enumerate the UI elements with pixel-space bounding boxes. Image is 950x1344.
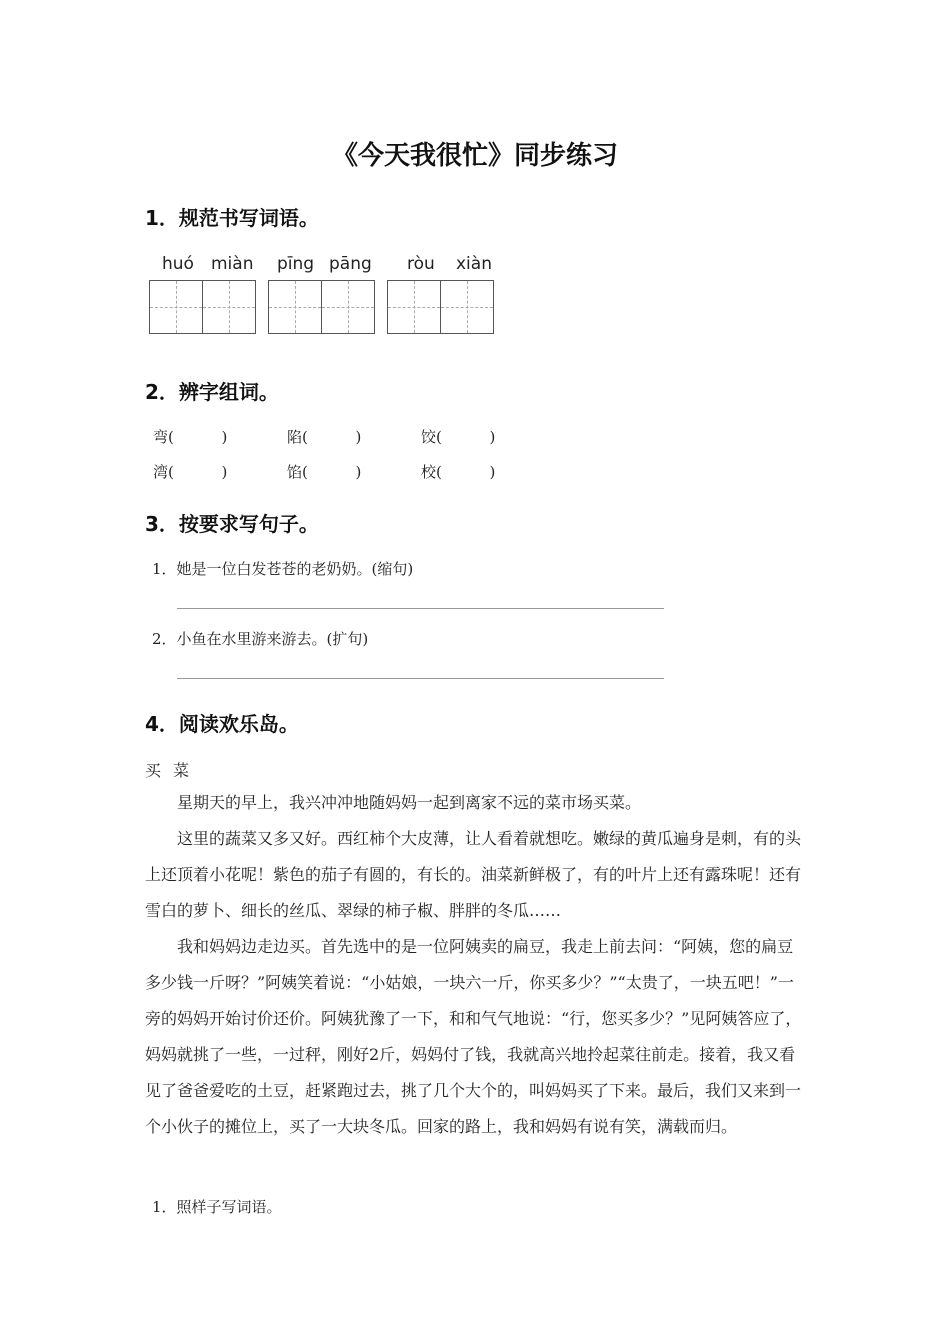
word-pair[interactable]: 馅( ) (287, 463, 362, 481)
pinyin-3: pīng (277, 254, 315, 274)
story-title: 买菜 (145, 761, 202, 780)
section-4-heading: 4．阅读欢乐岛。 (145, 712, 299, 736)
writing-grid-2[interactable] (268, 280, 375, 334)
pinyin-1: huó (162, 254, 194, 274)
section-2-heading: 2．辨字组词。 (145, 380, 279, 404)
paragraph: 星期天的早上，我兴冲冲地随妈妈一起到离家不远的菜市场买菜。 (177, 793, 642, 812)
word-pair[interactable]: 弯( ) (153, 428, 228, 446)
writing-cell[interactable] (321, 280, 375, 334)
word-pair[interactable]: 饺( ) (421, 428, 496, 446)
pinyin-6: xiàn (456, 254, 492, 274)
paragraph: 我和妈妈边走边买。首先选中的是一位阿姨卖的扁豆，我走上前去问：“阿姨，您的扁豆多少钱一斤呀？”阿姨笑着说：“小姑娘，一块六一斤，你买多少？”“太贵了，一块五吧！”一旁的妈妈开始讨价还价。阿姨犹豫了一下，和和气气地说：“行，您买多少？”见阿姨答应了，妈妈就挑了一些，一过秤，刚好2斤，妈妈付了钱，我就高兴地拎起菜往前走。接着，我又看见了爸爸爱吃的土豆，赶紧跑过去，挑了几个大个的，叫妈妈买了下来。最后，我们又来到一个小伙子的摊位上，买了一大块冬瓜。回家的路上，我和妈妈有说有笑，满载而归。 (145, 937, 802, 1136)
reading-question-1: 1．照样子写词语。 (152, 1198, 282, 1216)
section-1-heading: 1．规范书写词语。 (145, 206, 319, 230)
reading-passage (145, 785, 807, 1145)
answer-line-2[interactable] (177, 678, 664, 679)
sentence-task-2: 2．小鱼在水里游来游去。(扩句) (152, 630, 369, 648)
pinyin-2: miàn (211, 254, 254, 274)
writing-cell[interactable] (268, 280, 322, 334)
word-pair[interactable]: 校( ) (421, 463, 496, 481)
writing-grid-1[interactable] (149, 280, 256, 334)
page-title: 《今天我很忙》同步练习 (331, 141, 618, 171)
sentence-task-1: 1．她是一位白发苍苍的老奶奶。(缩句) (152, 560, 414, 578)
writing-cell[interactable] (149, 280, 203, 334)
answer-line-1[interactable] (177, 608, 664, 609)
writing-cell[interactable] (387, 280, 441, 334)
writing-grid-3[interactable] (387, 280, 494, 334)
pinyin-4: pāng (329, 254, 372, 274)
word-pair[interactable]: 湾( ) (153, 463, 228, 481)
section-3-heading: 3．按要求写句子。 (145, 512, 319, 536)
writing-cell[interactable] (440, 280, 494, 334)
writing-cell[interactable] (202, 280, 256, 334)
paragraph: 这里的蔬菜又多又好。西红柿个大皮薄，让人看着就想吃。嫩绿的黄瓜遍身是刺，有的头上还顶着小花呢！紫色的茄子有圆的，有长的。油菜新鲜极了，有的叶片上还有露珠呢！还有雪白的萝卜、细长的丝瓜、翠绿的柿子椒、胖胖的冬瓜…… (145, 829, 802, 920)
word-pair[interactable]: 陷( ) (287, 428, 362, 446)
pinyin-5: ròu (407, 254, 435, 274)
